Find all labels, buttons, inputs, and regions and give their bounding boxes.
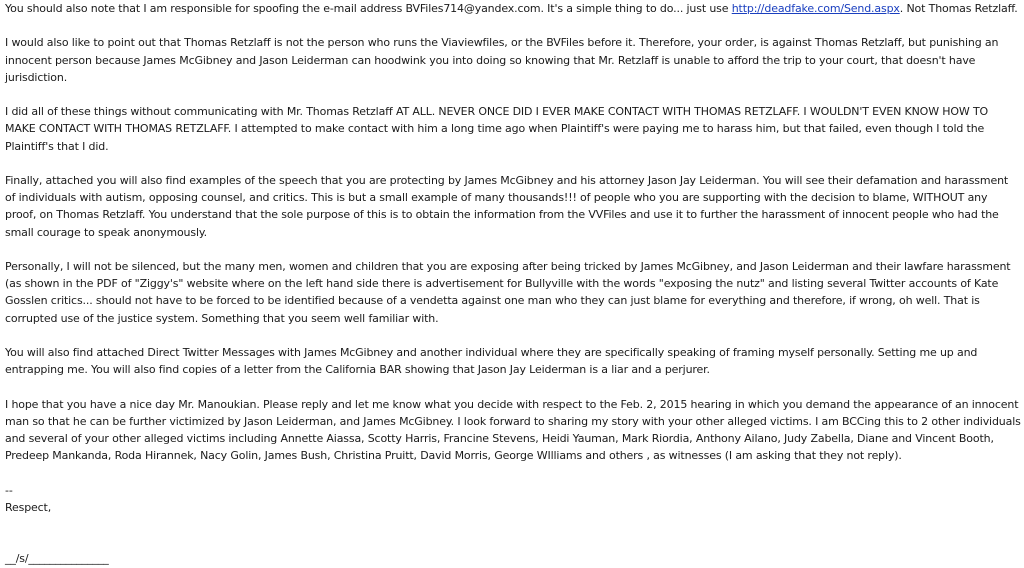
paragraph-not-silenced: Personally, I will not be silenced, but the many men, women and children that you are exposing after being tricked by James McGibney, and Jason Leiderman and their lawfare harassment (as shown in the PDF of "Ziggy's" website where on the left hand side there is advertisement for Bullyville with the words "exposing the nutz" and listing several Twitter accounts of Kate Gosslen critics... should not have to be forced to be identified because of a vendetta against one man who they can just blame for everything and therefore, if wrong, oh well. That is corrupted use of the justice system. Something that you seem well familiar with.	[5, 259, 1011, 325]
signature-spacer	[5, 516, 1021, 550]
paragraph-spoofing	[5, 0, 1021, 17]
deadfake-link[interactable]: http://deadfake.com/Send.aspx	[731, 2, 900, 15]
paragraph-closing: I hope that you have a nice day Mr. Manoukian. Please reply and let me know what you decide with respect to the Feb. 2, 2015 hearing in which you demand the appearance of an innocent man so that he can be further victimized by Jason Leiderman, and James McGibney. I look forward to sharing my story with your other alleged victims. I am BCCing this to 2 other individuals and several of your other alleged victims including Annette Aiassa, Scotty Harris, Francine Stevens, Heidi Yauman, Mark Riordia, Anthony Ailano, Judy Zabella, Diane and Vincent Booth, Predeep Mankanda, Roda Hirannek, Nacy Golin, James Bush, Christina Pruitt, David Morris, George WIlliams and others , as witnesses (I am asking that they not reply).	[5, 397, 1021, 463]
paragraph-spoofing-text: You should also note that I am responsible for spoofing the e-mail address BVFiles714@yandex.com. It's a simple thing to do... just use	[5, 2, 732, 15]
signature-dashes: --	[5, 483, 13, 497]
paragraph-viaviewfiles: I would also like to point out that Thomas Retzlaff is not the person who runs the Viaviewfiles, or the BVFiles before it. Therefore, your order, is against Thomas Retzlaff, but punishing an innocent person because James McGibney and Jason Leiderman can hoodwink you into doing so knowing that Mr. Retzlaff is unable to afford the trip to your court, that doesn't have jurisdiction.	[5, 36, 999, 84]
paragraph-spoofing-tail: . Not Thomas Retzlaff.	[899, 2, 1018, 15]
signature-line: __/s/_______________	[5, 552, 109, 566]
signature-respect: Respect,	[5, 500, 52, 514]
email-body	[5, 0, 1021, 568]
paragraph-twitter-messages: You will also find attached Direct Twitter Messages with James McGibney and another individual where they are specifically speaking of framing myself personally. Setting me up and entrapping me. You will also find copies of a letter from the California BAR showing that Jason Jay Leiderman is a liar and a perjurer.	[5, 345, 978, 377]
paragraph-attachments-speech: Finally, attached you will also find examples of the speech that you are protecting by James McGibney and his attorney Jason Jay Leiderman. You will see their defamation and harassment of individuals with autism, opposing counsel, and critics. This is but a small example of many thousands!!! of people who you are supporting with the decision to blame, WITHOUT any proof, on Thomas Retzlaff. You understand that the sole purpose of this is to obtain the information from the VVFiles and use it to further the harassment of innocent people who had the small courage to speak anonymously.	[5, 173, 1009, 239]
paragraph-no-contact: I did all of these things without communicating with Mr. Thomas Retzlaff AT ALL. NEVER ONCE DID I EVER MAKE CONTACT WITH THOMAS RETZLAFF. I WOULDN'T EVEN KNOW HOW TO MAKE CONTACT WITH THOMAS RETZLAFF. I attempted to make contact with him a long time ago when Plaintiff's were paying me to harass him, but that failed, even though I told the Plaintiff's that I did.	[5, 105, 989, 153]
